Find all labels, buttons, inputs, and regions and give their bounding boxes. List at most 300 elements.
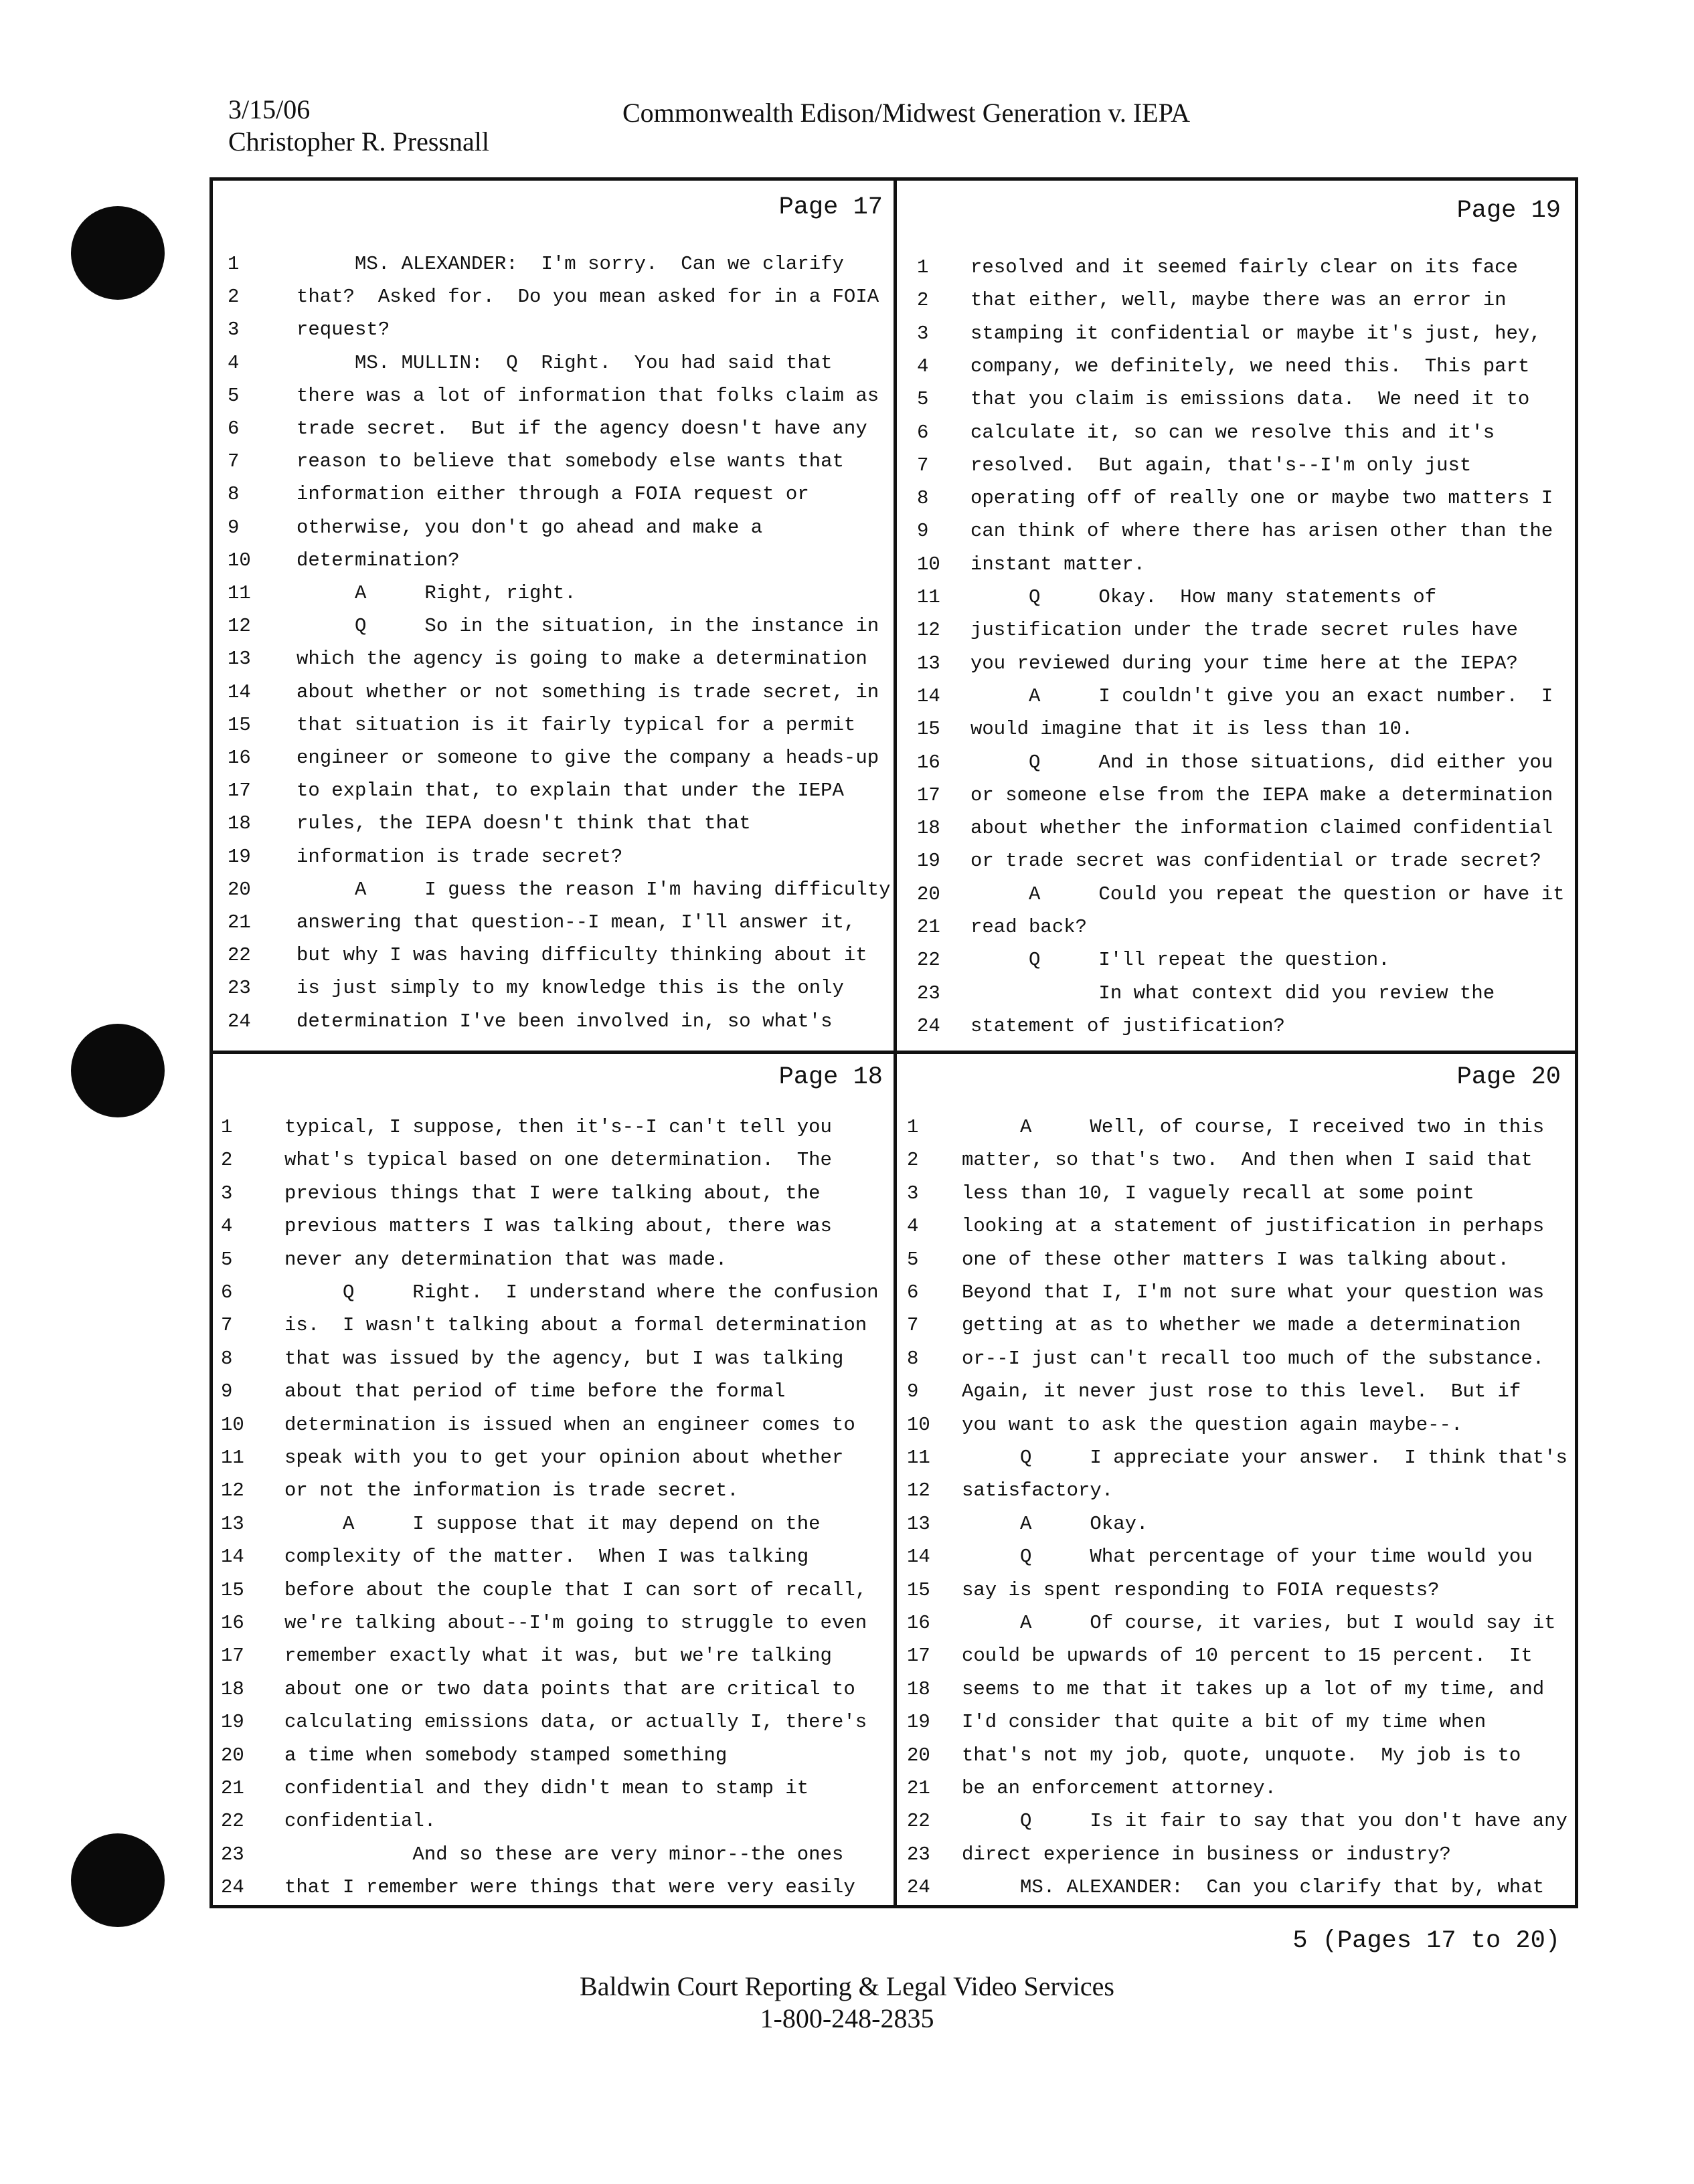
- transcript-line: [917, 482, 1572, 515]
- line-number: 2: [221, 1149, 233, 1172]
- line-number: 7: [917, 454, 929, 476]
- transcript-line: [917, 1010, 1572, 1043]
- line-text: determination is issued when an engineer comes to: [284, 1413, 855, 1436]
- transcript-line: [221, 1474, 894, 1508]
- line-text: complexity of the matter. When I was talking: [284, 1546, 809, 1568]
- line-text: Q Right. I understand where the confusion: [284, 1281, 879, 1303]
- transcript-line: [917, 779, 1572, 812]
- line-number: 14: [917, 685, 940, 707]
- line-text: you reviewed during your time here at the IEPA?: [970, 652, 1518, 674]
- line-text: or not the information is trade secret.: [284, 1479, 739, 1502]
- line-number: 11: [228, 582, 251, 604]
- line-number: 3: [917, 322, 929, 345]
- case-title: Commonwealth Edison/Midwest Generation v. IEPA: [622, 98, 1191, 128]
- transcript-line: [228, 709, 894, 742]
- page-number-label: Page 18: [778, 1063, 883, 1091]
- line-text: resolved and it seemed fairly clear on its face: [970, 256, 1518, 278]
- reporting-company: Baldwin Court Reporting & Legal Video Services: [580, 1971, 1114, 2001]
- line-number: 6: [221, 1281, 233, 1303]
- line-number: 2: [228, 286, 240, 308]
- page-number-label: Page 20: [1456, 1063, 1561, 1091]
- line-number: 19: [917, 850, 940, 873]
- line-number: 14: [907, 1546, 930, 1568]
- line-number: 21: [917, 916, 940, 938]
- line-number: 22: [907, 1810, 930, 1833]
- line-text: speak with you to get your opinion about whether: [284, 1447, 844, 1469]
- transcript-line: [221, 1177, 894, 1210]
- transcript-page-17: [228, 184, 894, 1051]
- line-number: 19: [228, 845, 251, 868]
- transcript-page-19: [917, 187, 1572, 1051]
- line-text: previous matters I was talking about, there was: [284, 1215, 832, 1238]
- line-number: 1: [917, 256, 929, 278]
- line-number: 3: [907, 1182, 919, 1204]
- line-text: statement of justification?: [970, 1014, 1285, 1037]
- transcript-line: [228, 741, 894, 775]
- line-text: A Well, of course, I received two in this: [962, 1116, 1545, 1138]
- transcript-line: [917, 515, 1572, 548]
- line-text: otherwise, you don't go ahead and make a: [297, 516, 763, 539]
- line-text: you want to ask the question again maybe--.: [962, 1413, 1463, 1436]
- transcript-line: [917, 647, 1572, 680]
- transcript-line: [917, 614, 1572, 647]
- line-text: Q And in those situations, did either you: [970, 751, 1553, 774]
- line-text: calculate it, so can we resolve this and it's: [970, 421, 1495, 444]
- line-number: 17: [907, 1645, 930, 1667]
- line-text: about that period of time before the formal: [284, 1380, 786, 1403]
- line-number: 20: [221, 1744, 244, 1766]
- line-text: direct experience in business or industry?: [962, 1843, 1451, 1865]
- transcript-line: [907, 1243, 1572, 1277]
- line-text: about one or two data points that are critical to: [284, 1677, 855, 1700]
- line-text: Q What percentage of your time would you: [962, 1546, 1533, 1568]
- line-number: 12: [917, 619, 940, 642]
- transcript-line: [228, 412, 894, 446]
- transcript-line: [228, 774, 894, 808]
- line-number: 14: [221, 1546, 244, 1568]
- line-text: read back?: [970, 916, 1088, 938]
- transcript-line: [221, 1772, 894, 1805]
- line-text: say is spent responding to FOIA requests?: [962, 1578, 1440, 1601]
- line-number: 18: [228, 812, 251, 835]
- line-text: there was a lot of information that folks claim as: [297, 384, 879, 407]
- line-text: MS. MULLIN: Q Right. You had said that: [297, 351, 833, 374]
- line-text: less than 10, I vaguely recall at some point: [962, 1182, 1474, 1204]
- line-text: can think of where there has arisen other than the: [970, 520, 1553, 543]
- transcript-line: [907, 1210, 1572, 1243]
- transcript-line: [228, 379, 894, 413]
- transcript-line: [917, 581, 1572, 614]
- transcript-line: [907, 1375, 1572, 1408]
- transcript-line: [907, 1111, 1572, 1144]
- line-text: or trade secret was confidential or trade secret?: [970, 850, 1541, 873]
- line-number: 23: [907, 1843, 930, 1865]
- line-text: a time when somebody stamped something: [284, 1744, 728, 1766]
- line-number: 22: [917, 949, 940, 972]
- line-number: 5: [917, 388, 929, 411]
- line-text: information either through a FOIA request or: [297, 483, 809, 506]
- transcript-line: [228, 478, 894, 511]
- line-number: 23: [917, 982, 940, 1004]
- transcript-line: [228, 807, 894, 840]
- line-number: 15: [907, 1578, 930, 1601]
- line-text: A I couldn't give you an exact number. I: [970, 685, 1553, 707]
- line-text: is just simply to my knowledge this is the only: [297, 977, 844, 1000]
- transcript-line: [907, 1871, 1572, 1904]
- line-number: 9: [221, 1380, 233, 1403]
- transcript-line: [221, 1144, 894, 1177]
- transcript-line: [917, 416, 1572, 450]
- line-number: 7: [221, 1314, 233, 1337]
- line-text: about whether or not something is trade secret, in: [297, 680, 879, 703]
- line-number: 10: [917, 553, 940, 575]
- transcript-line: [917, 449, 1572, 482]
- transcript-line: [221, 1210, 894, 1243]
- transcript-line: [917, 251, 1572, 284]
- transcript-line: [917, 943, 1572, 977]
- transcript-line: [917, 977, 1572, 1010]
- page-range-footer: 5 (Pages 17 to 20): [1292, 1927, 1560, 1955]
- line-text: Again, it never just rose to this level. But if: [962, 1380, 1521, 1403]
- transcript-line: [221, 1838, 894, 1872]
- transcript-line: [917, 317, 1572, 351]
- transcript-line: [221, 1673, 894, 1706]
- line-text: determination?: [297, 549, 460, 571]
- line-text: getting at as to whether we made a determination: [962, 1314, 1521, 1337]
- transcript-line: [228, 445, 894, 478]
- line-number: 23: [228, 977, 251, 1000]
- line-number: 16: [228, 747, 251, 769]
- transcript-line: [228, 939, 894, 972]
- transcript-line: [228, 873, 894, 907]
- line-number: 4: [221, 1215, 233, 1238]
- line-number: 20: [228, 878, 251, 901]
- transcript-line: [221, 1739, 894, 1772]
- page-number-label: Page 17: [778, 193, 883, 221]
- line-text: would imagine that it is less than 10.: [970, 718, 1414, 741]
- transcript-line: [221, 1342, 894, 1376]
- line-number: 12: [228, 615, 251, 638]
- transcript-line: [907, 1838, 1572, 1872]
- line-text: one of these other matters I was talking about.: [962, 1248, 1509, 1271]
- line-number: 10: [907, 1413, 930, 1436]
- line-text: or someone else from the IEPA make a determination: [970, 784, 1553, 806]
- binder-hole-top: [71, 206, 165, 300]
- line-number: 21: [228, 911, 251, 933]
- transcript-date: 3/15/06: [228, 94, 311, 124]
- line-number: 7: [907, 1314, 919, 1337]
- line-text: A Of course, it varies, but I would say it: [962, 1612, 1556, 1634]
- transcript-line: [228, 1005, 894, 1038]
- transcript-line: [907, 1540, 1572, 1574]
- line-number: 22: [228, 944, 251, 967]
- line-number: 8: [917, 487, 929, 510]
- line-text: remember exactly what it was, but we're talking: [284, 1645, 832, 1667]
- reporting-phone: 1-800-248-2835: [760, 2003, 934, 2033]
- line-number: 9: [228, 516, 240, 539]
- line-number: 9: [907, 1380, 919, 1403]
- line-text: typical, I suppose, then it's--I can't tell you: [284, 1116, 832, 1138]
- column-divider: [894, 177, 897, 1908]
- line-number: 4: [917, 355, 929, 377]
- transcript-line: [221, 1375, 894, 1408]
- line-number: 15: [221, 1578, 244, 1601]
- transcript-line: [907, 1408, 1572, 1442]
- line-number: 12: [221, 1479, 244, 1502]
- transcript-line: [907, 1144, 1572, 1177]
- line-number: 19: [221, 1711, 244, 1734]
- line-number: 18: [907, 1677, 930, 1700]
- transcript-line: [917, 878, 1572, 911]
- line-number: 4: [228, 351, 240, 374]
- transcript-line: [917, 713, 1572, 746]
- witness-name: Christopher R. Pressnall: [228, 126, 489, 157]
- line-text: justification under the trade secret rules have: [970, 619, 1518, 642]
- line-number: 5: [907, 1248, 919, 1271]
- line-number: 6: [917, 421, 929, 444]
- transcript-line: [917, 383, 1572, 416]
- transcript-line: [907, 1276, 1572, 1309]
- line-text: which the agency is going to make a determination: [297, 648, 867, 670]
- line-text: I'd consider that quite a bit of my time when: [962, 1711, 1487, 1734]
- line-text: is. I wasn't talking about a formal determination: [284, 1314, 867, 1337]
- transcript-line: [907, 1607, 1572, 1640]
- transcript-line: [228, 840, 894, 874]
- line-number: 24: [221, 1876, 244, 1899]
- line-text: we're talking about--I'm going to struggle to even: [284, 1612, 867, 1634]
- transcript-line: [221, 1639, 894, 1673]
- line-text: that I remember were things that were very easily: [284, 1876, 855, 1899]
- line-text: seems to me that it takes up a lot of my time, and: [962, 1677, 1545, 1700]
- line-number: 15: [917, 718, 940, 741]
- line-text: rules, the IEPA doesn't think that that: [297, 812, 751, 835]
- line-number: 12: [907, 1479, 930, 1502]
- line-number: 16: [917, 751, 940, 774]
- transcript-line: [221, 1540, 894, 1574]
- line-text: MS. ALEXANDER: I'm sorry. Can we clarify: [297, 253, 844, 275]
- line-number: 22: [221, 1810, 244, 1833]
- line-number: 24: [917, 1014, 940, 1037]
- line-text: could be upwards of 10 percent to 15 percent. It: [962, 1645, 1533, 1667]
- line-text: In what context did you review the: [970, 982, 1495, 1004]
- line-text: operating off of really one or maybe two matters I: [970, 487, 1553, 510]
- line-text: Beyond that I, I'm not sure what your question was: [962, 1281, 1545, 1303]
- line-text: resolved. But again, that's--I'm only just: [970, 454, 1472, 476]
- transcript-page-20: [907, 1054, 1572, 1907]
- transcript-line: [907, 1739, 1572, 1772]
- line-text: satisfactory.: [962, 1479, 1114, 1502]
- line-text: calculating emissions data, or actually I, there's: [284, 1711, 867, 1734]
- line-number: 21: [907, 1777, 930, 1799]
- line-text: instant matter.: [970, 553, 1146, 575]
- transcript-line: [221, 1243, 894, 1277]
- line-text: A Okay.: [962, 1512, 1149, 1535]
- transcript-line: [228, 248, 894, 281]
- binder-hole-middle: [71, 1024, 165, 1117]
- line-text: Q I appreciate your answer. I think that's: [962, 1447, 1568, 1469]
- line-number: 16: [907, 1612, 930, 1634]
- line-text: confidential and they didn't mean to stamp it: [284, 1777, 809, 1799]
- line-text: matter, so that's two. And then when I said that: [962, 1149, 1533, 1172]
- line-number: 2: [907, 1149, 919, 1172]
- line-number: 15: [228, 713, 251, 736]
- line-number: 4: [907, 1215, 919, 1238]
- line-number: 1: [907, 1116, 919, 1138]
- line-text: previous things that I were talking about, the: [284, 1182, 821, 1204]
- header-left: [228, 94, 489, 158]
- line-number: 19: [907, 1711, 930, 1734]
- transcript-line: [228, 906, 894, 939]
- line-text: engineer or someone to give the company a heads-up: [297, 747, 879, 769]
- line-text: A I guess the reason I'm having difficulty: [297, 878, 891, 901]
- line-number: 8: [228, 483, 240, 506]
- line-number: 11: [907, 1447, 930, 1469]
- line-text: that you claim is emissions data. We need it to: [970, 388, 1530, 411]
- transcript-line: [221, 1706, 894, 1739]
- transcript-line: [917, 812, 1572, 845]
- line-number: 17: [221, 1645, 244, 1667]
- line-number: 13: [917, 652, 940, 674]
- transcript-line: [228, 577, 894, 610]
- line-number: 5: [221, 1248, 233, 1271]
- transcript-line: [917, 911, 1572, 944]
- line-text: request?: [297, 318, 390, 341]
- line-number: 17: [917, 784, 940, 806]
- line-number: 3: [228, 318, 240, 341]
- line-text: And so these are very minor--the ones: [284, 1843, 844, 1865]
- line-number: 24: [907, 1876, 930, 1899]
- transcript-line: [917, 746, 1572, 780]
- transcript-line: [917, 680, 1572, 713]
- line-number: 8: [907, 1347, 919, 1370]
- line-number: 1: [228, 253, 240, 275]
- line-text: before about the couple that I can sort of recall,: [284, 1578, 867, 1601]
- line-number: 10: [221, 1413, 244, 1436]
- transcript-line: [907, 1639, 1572, 1673]
- line-text: reason to believe that somebody else wants that: [297, 450, 844, 473]
- transcript-line: [907, 1474, 1572, 1508]
- reporter-footer: [0, 1971, 1694, 2035]
- line-text: confidential.: [284, 1810, 436, 1833]
- line-text: that's not my job, quote, unquote. My job is to: [962, 1744, 1521, 1766]
- line-number: 10: [228, 549, 251, 571]
- line-number: 6: [907, 1281, 919, 1303]
- transcript-line: [221, 1805, 894, 1838]
- transcript-line: [221, 1111, 894, 1144]
- transcript-line: [221, 1574, 894, 1607]
- transcript-line: [907, 1706, 1572, 1739]
- transcript-line: [907, 1441, 1572, 1475]
- line-number: 23: [221, 1843, 244, 1865]
- line-number: 8: [221, 1347, 233, 1370]
- line-number: 9: [917, 520, 929, 543]
- transcript-line: [907, 1342, 1572, 1376]
- line-number: 24: [228, 1010, 251, 1032]
- line-text: A Right, right.: [297, 582, 576, 604]
- line-number: 17: [228, 780, 251, 802]
- line-number: 14: [228, 680, 251, 703]
- transcript-line: [221, 1441, 894, 1475]
- line-number: 13: [907, 1512, 930, 1535]
- line-text: answering that question--I mean, I'll answer it,: [297, 911, 856, 933]
- line-text: information is trade secret?: [297, 845, 623, 868]
- transcript-line: [221, 1309, 894, 1342]
- line-text: that was issued by the agency, but I was talking: [284, 1347, 844, 1370]
- line-text: never any determination that was made.: [284, 1248, 728, 1271]
- transcript-line: [221, 1276, 894, 1309]
- line-text: Q Okay. How many statements of: [970, 586, 1437, 608]
- line-text: but why I was having difficulty thinking about it: [297, 944, 867, 967]
- transcript-line: [221, 1408, 894, 1442]
- transcript-line: [917, 844, 1572, 878]
- transcript-line: [917, 284, 1572, 317]
- transcript-line: [221, 1607, 894, 1640]
- line-text: A I suppose that it may depend on the: [284, 1512, 821, 1535]
- transcript-line: [907, 1772, 1572, 1805]
- transcript-line: [907, 1309, 1572, 1342]
- transcript-line: [907, 1508, 1572, 1541]
- transcript-line: [228, 642, 894, 676]
- transcript-line: [907, 1177, 1572, 1210]
- transcript-line: [228, 511, 894, 545]
- line-number: 3: [221, 1182, 233, 1204]
- line-number: 13: [221, 1512, 244, 1535]
- transcript-line: [907, 1805, 1572, 1838]
- line-text: looking at a statement of justification in perhaps: [962, 1215, 1545, 1238]
- transcript-line: [228, 280, 894, 314]
- transcript-line: [907, 1574, 1572, 1607]
- line-text: that situation is it fairly typical for a permit: [297, 713, 856, 736]
- line-number: 16: [221, 1612, 244, 1634]
- line-text: that? Asked for. Do you mean asked for in a FOIA: [297, 286, 879, 308]
- line-text: A Could you repeat the question or have it: [970, 883, 1565, 905]
- transcript-line: [221, 1508, 894, 1541]
- line-text: determination I've been involved in, so what's: [297, 1010, 833, 1032]
- transcript-line: [221, 1871, 894, 1904]
- line-text: MS. ALEXANDER: Can you clarify that by, what: [962, 1876, 1545, 1899]
- line-number: 20: [907, 1744, 930, 1766]
- line-text: Q I'll repeat the question.: [970, 949, 1390, 972]
- line-text: that either, well, maybe there was an error in: [970, 289, 1507, 312]
- transcript-line: [228, 544, 894, 577]
- line-number: 18: [917, 817, 940, 840]
- line-text: or--I just can't recall too much of the substance.: [962, 1347, 1545, 1370]
- line-text: stamping it confidential or maybe it's just, hey,: [970, 322, 1541, 345]
- transcript-line: [228, 347, 894, 380]
- transcript-line: [907, 1673, 1572, 1706]
- line-text: be an enforcement attorney.: [962, 1777, 1276, 1799]
- line-number: 18: [221, 1677, 244, 1700]
- transcript-line: [917, 548, 1572, 581]
- line-number: 6: [228, 418, 240, 440]
- line-number: 11: [221, 1447, 244, 1469]
- line-number: 20: [917, 883, 940, 905]
- line-number: 7: [228, 450, 240, 473]
- transcript-line: [917, 350, 1572, 383]
- line-text: to explain that, to explain that under the IEPA: [297, 780, 844, 802]
- line-number: 21: [221, 1777, 244, 1799]
- transcript-line: [228, 676, 894, 709]
- line-text: Q Is it fair to say that you don't have any: [962, 1810, 1568, 1833]
- transcript-page-18: [221, 1054, 894, 1907]
- line-number: 1: [221, 1116, 233, 1138]
- line-number: 5: [228, 384, 240, 407]
- line-number: 2: [917, 289, 929, 312]
- line-number: 13: [228, 648, 251, 670]
- line-text: trade secret. But if the agency doesn't have any: [297, 418, 867, 440]
- line-text: about whether the information claimed confidential: [970, 817, 1553, 840]
- transcript-line: [228, 313, 894, 347]
